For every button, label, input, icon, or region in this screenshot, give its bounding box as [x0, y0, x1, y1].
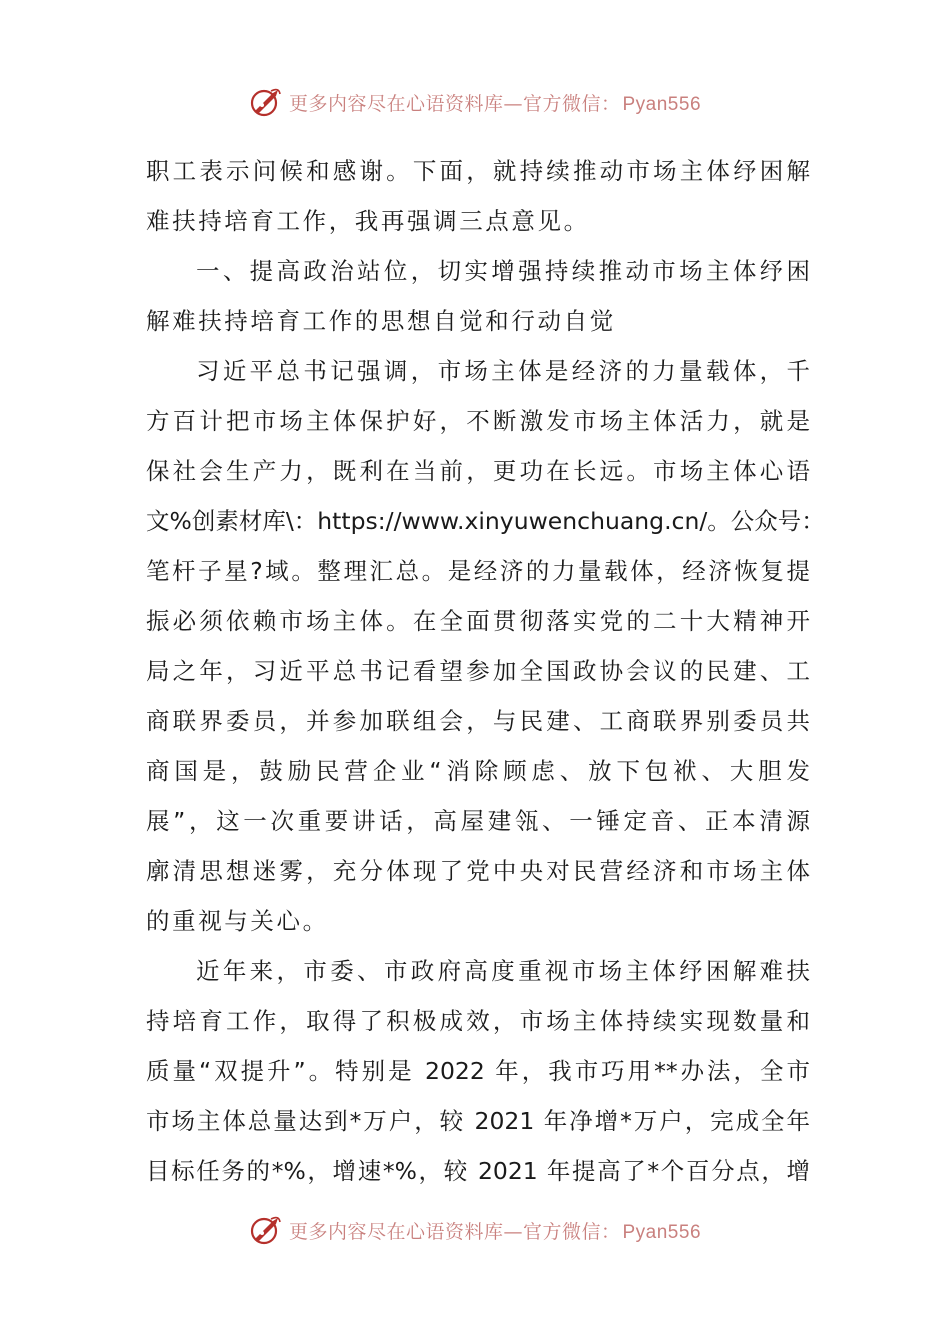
footer-watermark-label: 更多内容尽在心语资料库—官方微信：	[288, 1220, 621, 1243]
text-line: 的重视与关心。	[146, 907, 329, 935]
footer-watermark-wechat-id: Pyan556	[622, 1221, 702, 1243]
pen-logo-icon	[249, 1213, 283, 1247]
text-line: 难扶持培育工作，我再强调三点意见。	[146, 207, 590, 235]
text-line: 市场主体总量达到*万户，较 2021 年净增*万户，完成全年	[146, 1107, 810, 1135]
header-watermark-wechat-id: Pyan556	[622, 93, 702, 115]
text-line: 笔杆子星?域。整理汇总。是经济的力量载体，经济恢复提	[146, 557, 810, 585]
pen-logo-icon	[249, 85, 283, 119]
text-line: 持培育工作，取得了积极成效，市场主体持续实现数量和	[146, 1007, 810, 1035]
text-line: 习近平总书记强调，市场主体是经济的力量载体，千	[196, 357, 810, 385]
header-watermark-banner	[0, 80, 950, 124]
text-line: 一、提高政治站位，切实增强持续推动市场主体纾困	[196, 257, 810, 285]
text-line: 商国是，鼓励民营企业“消除顾虑、放下包袱、大胆发	[146, 757, 810, 785]
text-line: 局之年，习近平总书记看望参加全国政协会议的民建、工	[146, 657, 810, 685]
text-line: 方百计把市场主体保护好，不断激发市场主体活力，就是	[146, 407, 810, 435]
text-line: 展”，这一次重要讲话，高屋建瓴、一锤定音、正本清源	[146, 807, 810, 835]
text-line: 质量“双提升”。特别是 2022 年，我市巧用**办法，全市	[146, 1057, 810, 1085]
text-line: 保社会生产力，既利在当前，更功在长远。市场主体心语	[146, 457, 810, 485]
text-line: 职工表示问候和感谢。下面，就持续推动市场主体纾困解	[146, 157, 810, 185]
text-line: 文%创素材库\：https://www.xinyuwenchuang.cn/。公众号：	[146, 507, 825, 535]
text-line: 商联界委员，并参加联组会，与民建、工商联界别委员共	[146, 707, 810, 735]
text-line: 解难扶持培育工作的思想自觉和行动自觉	[146, 307, 616, 335]
footer-watermark-banner	[0, 1208, 950, 1252]
text-line: 目标任务的*%，增速*%，较 2021 年提高了*个百分点，增	[146, 1157, 810, 1185]
text-line: 廓清思想迷雾，充分体现了党中央对民营经济和市场主体	[146, 857, 810, 885]
header-watermark-label: 更多内容尽在心语资料库—官方微信：	[288, 92, 621, 115]
document-body	[146, 146, 825, 1196]
text-line: 近年来，市委、市政府高度重视市场主体纾困解难扶	[196, 957, 810, 985]
text-line: 振必须依赖市场主体。在全面贯彻落实党的二十大精神开	[146, 607, 810, 635]
